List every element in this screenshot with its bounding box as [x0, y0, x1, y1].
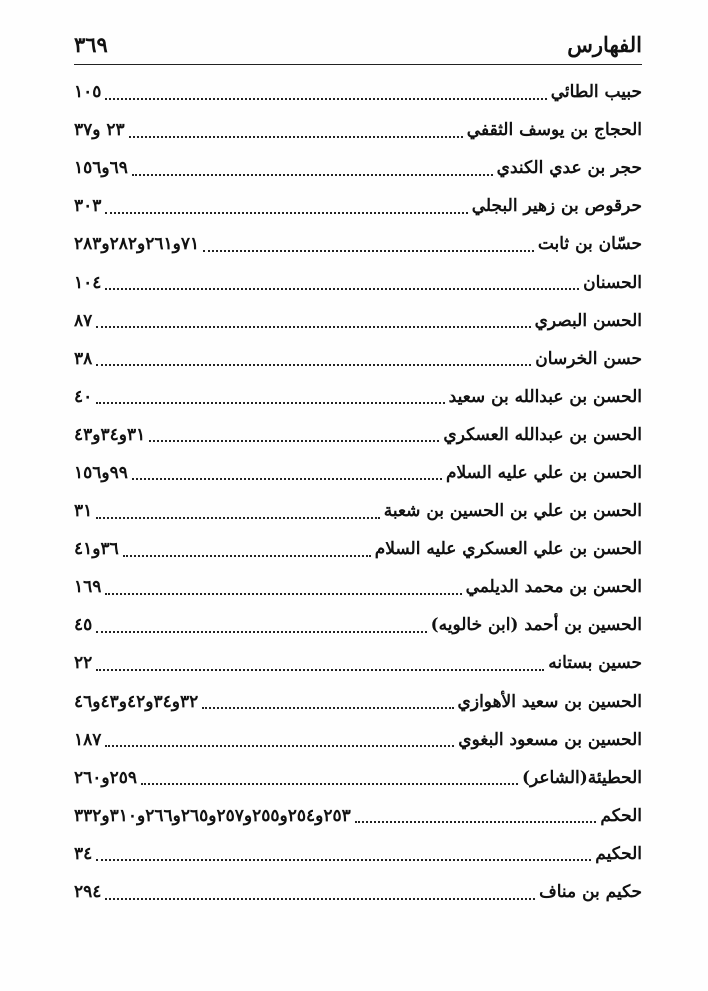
index-entry: [74, 683, 642, 721]
entry-pages: ٣١و٣٤و٤٣: [74, 424, 146, 445]
dot-leader: [105, 211, 467, 214]
dot-leader: [105, 592, 461, 595]
index-entry: [74, 568, 642, 606]
dot-leader: [96, 668, 544, 671]
index-entry: [74, 149, 642, 187]
entry-name: الحسين بن مسعود البغوي: [458, 729, 642, 750]
entry-name: حسين بستانه: [548, 653, 642, 674]
dot-leader: [105, 97, 546, 100]
entry-name: حجر بن عدي الكندي: [496, 158, 642, 179]
entry-pages: ١٦٩: [74, 577, 102, 598]
entry-name: الحسن بن علي بن الحسين بن شعبة: [383, 501, 642, 522]
dot-leader: [96, 325, 530, 328]
entry-name: الحسين بن سعيد الأهوازي: [457, 691, 642, 712]
entry-pages: ٢٣ و٣٧: [74, 120, 125, 141]
entry-pages: ١٠٥: [74, 82, 102, 103]
dot-leader: [123, 554, 371, 557]
dot-leader: [105, 744, 454, 747]
index-entry: [74, 873, 642, 911]
entry-pages: ٢٥٩و٢٦٠: [74, 767, 138, 788]
dot-leader: [203, 249, 534, 252]
index-entry: [74, 73, 642, 111]
entry-name: الحسن بن علي العسكري عليه السلام: [374, 539, 642, 560]
index-entry: [74, 759, 642, 797]
dot-leader: [132, 173, 493, 176]
entry-pages: ١٨٧: [74, 729, 102, 750]
index-entry: [74, 530, 642, 568]
entry-pages: ٣٠٣: [74, 196, 102, 217]
entry-pages: ١٠٤: [74, 272, 102, 293]
entry-name: الحسين بن أحمد (ابن خالويه): [430, 615, 642, 636]
index-entry: [74, 606, 642, 644]
entry-name: الحسن بن عبدالله بن سعيد: [448, 386, 642, 407]
entry-pages: ٤٥: [74, 615, 93, 636]
index-entry: [74, 111, 642, 149]
page-header: [74, 28, 642, 62]
entry-name: حرقوص بن زهير البجلي: [471, 196, 642, 217]
entry-name: حسن الخرسان: [535, 348, 642, 369]
page-number: ٣٦٩: [74, 32, 108, 57]
entry-name: حكيم بن مناف: [539, 882, 642, 903]
entry-name: الحسن بن عبدالله العسكري: [443, 424, 642, 445]
index-entry: [74, 302, 642, 340]
index-entry: [74, 378, 642, 416]
index-entry: [74, 454, 642, 492]
page-title: الفهارس: [567, 32, 642, 57]
dot-leader: [105, 287, 579, 290]
entry-pages: ٣٢و٣٤و٤٢و٤٣و٤٦: [74, 691, 199, 712]
entry-name: الحجاج بن يوسف الثقفي: [466, 120, 642, 141]
dot-leader: [141, 782, 518, 785]
dot-leader: [355, 820, 597, 823]
index-entry: [74, 187, 642, 225]
entry-pages: ٢٢: [74, 653, 93, 674]
entry-pages: ٩٩و١٥٦: [74, 462, 128, 483]
dot-leader: [96, 516, 379, 519]
entry-name: الحسن بن محمد الديلمي: [465, 577, 642, 598]
dot-leader: [96, 858, 591, 861]
entry-name: الحسن بن علي عليه السلام: [445, 462, 642, 483]
entry-pages: ٨٧: [74, 310, 93, 331]
index-entry: [74, 263, 642, 301]
entry-pages: ٣٦و٤١: [74, 539, 119, 560]
dot-leader: [96, 401, 444, 404]
entry-name: حبيب الطائي: [550, 82, 642, 103]
index-entry: [74, 492, 642, 530]
index-entry: [74, 721, 642, 759]
index-entries: [74, 73, 642, 911]
index-entry: [74, 416, 642, 454]
dot-leader: [96, 363, 531, 366]
entry-name: الحسنان: [583, 272, 642, 293]
entry-name: الحسن البصري: [534, 310, 642, 331]
entry-name: الحكيم: [595, 843, 642, 864]
index-entry: [74, 797, 642, 835]
dot-leader: [105, 897, 535, 900]
entry-name: الحطيئة(الشاعر): [521, 767, 642, 788]
entry-name: حسّان بن ثابت: [537, 234, 642, 255]
index-entry: [74, 225, 642, 263]
entry-pages: ٤٠: [74, 386, 93, 407]
entry-pages: ٣١: [74, 501, 93, 522]
entry-pages: ٢٩٤: [74, 882, 102, 903]
dot-leader: [202, 706, 453, 709]
entry-pages: ٣٤: [74, 843, 93, 864]
index-entry: [74, 340, 642, 378]
dot-leader: [96, 630, 426, 633]
dot-leader: [149, 439, 439, 442]
entry-name: الحكم: [600, 805, 642, 826]
entry-pages: ٦٩و١٥٦: [74, 158, 128, 179]
dot-leader: [129, 135, 463, 138]
entry-pages: ٣٨: [74, 348, 93, 369]
entry-pages: ٢٥٣و٢٥٤و٢٥٥و٢٥٧و٢٦٥و٢٦٦و٣١٠و٣٣٢: [74, 805, 351, 826]
header-divider: [74, 64, 642, 65]
index-entry: [74, 835, 642, 873]
index-entry: [74, 644, 642, 682]
entry-pages: ٧١و٢٦١و٢٨٢و٢٨٣: [74, 234, 200, 255]
dot-leader: [132, 477, 442, 480]
